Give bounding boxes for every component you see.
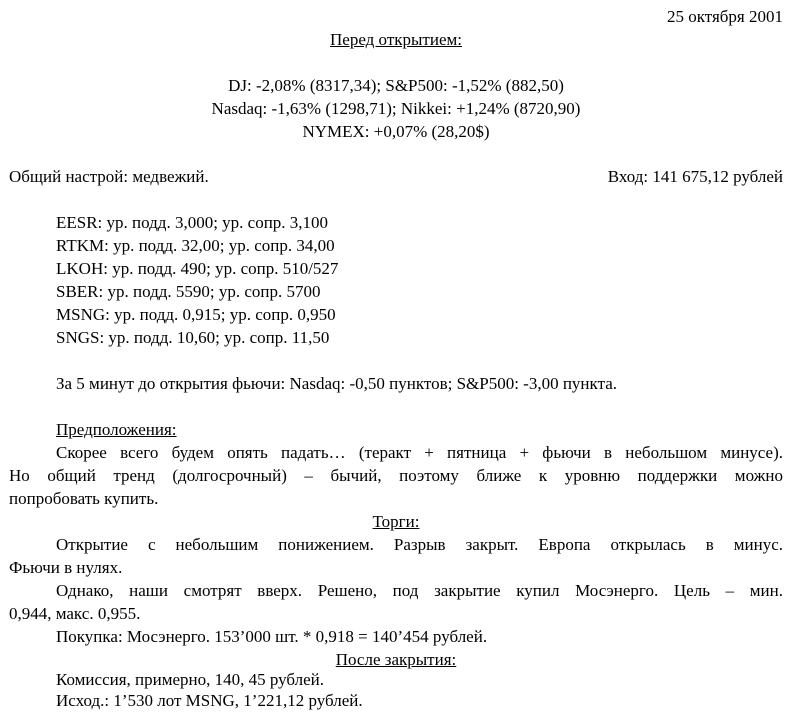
entry-amount-text: Вход: 141 675,12 рублей (607, 167, 783, 186)
level-sngs: SNGS: ур. подд. 10,60; ур. сопр. 11,50 (56, 328, 330, 347)
pre-open-heading-text: Перед открытием: (330, 30, 462, 49)
trading-line-4: 0,944, макс. 0,955. (9, 604, 141, 623)
assumptions-line-3: попробовать купить. (9, 489, 159, 508)
after-close-line-2: Исход.: 1’530 лот MSNG, 1’221,12 рублей. (56, 691, 363, 710)
document-date: 25 октября 2001 (666, 7, 783, 26)
after-close-line-1: Комиссия, примерно, 140, 45 рублей. (56, 670, 325, 689)
level-lkoh: LKOH: ур. подд. 490; ур. сопр. 510/527 (56, 259, 339, 278)
assumptions-heading (9, 418, 783, 441)
assumptions-heading-text: Предположения: (56, 420, 177, 439)
trading-line-2: Фьючи в нулях. (9, 558, 123, 577)
trading-line-1: Открытие с небольшим понижением. Разрыв закрыт. Европа открылась в минус. (56, 535, 783, 554)
level-rtkm: RTKM: ур. подд. 32,00; ур. сопр. 34,00 (56, 236, 335, 255)
trading-heading-text: Торги: (372, 512, 420, 531)
pre-open-line-3: NYMEX: +0,07% (28,20$) (302, 122, 490, 141)
pre-open-line-2: Nasdaq: -1,63% (1298,71); Nikkei: +1,24% (8720,90) (211, 99, 581, 118)
market-mood: Общий настрой: медвежий. (9, 167, 209, 186)
trading-line-3: Однако, наши смотрят вверх. Решено, под закрытие купил Мосэнерго. Цель – мин. (56, 581, 783, 600)
assumptions-line-2: Но общий тренд (долгосрочный) – бычий, поэтому ближе к уровню поддержки можно (9, 466, 783, 485)
level-msng: MSNG: ур. подд. 0,915; ур. сопр. 0,950 (56, 305, 336, 324)
level-eesr: EESR: ур. подд. 3,000; ур. сопр. 3,100 (56, 213, 329, 232)
entry-amount (9, 165, 783, 188)
after-close-heading-text: После закрытия: (335, 650, 457, 669)
trading-heading (9, 510, 783, 533)
assumptions-line-1: Скорее всего будем опять падать… (теракт + пятница + фьючи в небольшом минусе). (56, 443, 783, 462)
futures-note: За 5 минут до открытия фьючи: Nasdaq: -0,50 пунктов; S&P500: -3,00 пункта. (56, 374, 617, 393)
pre-open-line-1: DJ: -2,08% (8317,34); S&P500: -1,52% (882,50) (228, 76, 564, 95)
level-sber: SBER: ур. подд. 5590; ур. сопр. 5700 (56, 282, 321, 301)
trading-line-5: Покупка: Мосэнерго. 153’000 шт. * 0,918 = 140’454 рублей. (56, 627, 488, 646)
pre-open-heading (9, 28, 783, 51)
